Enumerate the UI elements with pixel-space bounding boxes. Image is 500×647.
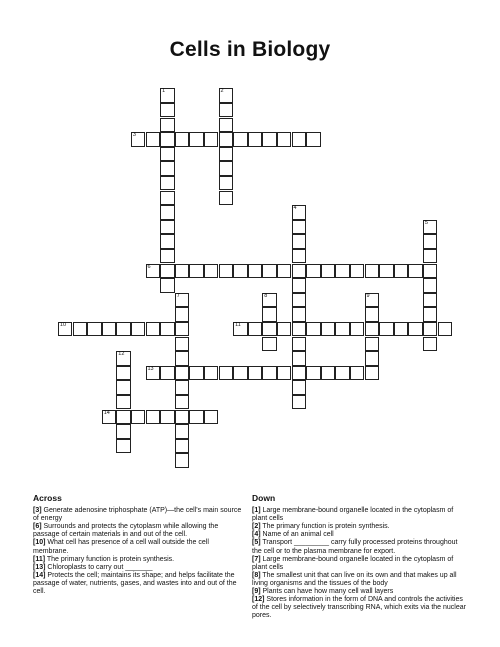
grid-cell[interactable] xyxy=(321,366,336,381)
clue-text: Stores information in the form of DNA and controls the activities of the cell by selectively transcribing RNA, which exits via the nuclear pores. xyxy=(252,596,466,620)
clue-number: [7] xyxy=(252,555,261,563)
grid-cell[interactable] xyxy=(292,220,307,235)
clue-number-label: 2 xyxy=(220,88,224,95)
grid-cell[interactable] xyxy=(277,366,292,381)
clue-number: [3] xyxy=(33,507,42,515)
grid-cell[interactable] xyxy=(277,322,292,337)
grid-cell[interactable] xyxy=(408,264,423,279)
clue-number: [8] xyxy=(252,571,261,579)
grid-cell[interactable] xyxy=(321,264,336,279)
grid-cell[interactable] xyxy=(160,147,175,162)
grid-cell[interactable] xyxy=(350,264,365,279)
grid-cell[interactable] xyxy=(146,366,161,381)
grid-cell[interactable] xyxy=(365,366,380,381)
grid-cell[interactable] xyxy=(306,366,321,381)
grid-cell[interactable] xyxy=(175,307,190,322)
grid-cell[interactable] xyxy=(204,264,219,279)
grid-cell[interactable] xyxy=(160,249,175,264)
clue-number: [9] xyxy=(252,588,261,596)
grid-cell[interactable] xyxy=(175,380,190,395)
grid-cell[interactable] xyxy=(394,264,409,279)
grid-cell[interactable] xyxy=(423,293,438,308)
grid-cell[interactable] xyxy=(292,132,307,147)
grid-cell[interactable] xyxy=(175,424,190,439)
grid-cell[interactable] xyxy=(408,322,423,337)
grid-cell[interactable] xyxy=(423,264,438,279)
clue-number: [6] xyxy=(33,523,42,531)
clue-number-label: 9 xyxy=(366,292,370,299)
down-clue xyxy=(252,539,466,555)
grid-cell[interactable] xyxy=(233,322,248,337)
grid-cell[interactable] xyxy=(175,453,190,468)
grid-cell[interactable] xyxy=(219,264,234,279)
grid-cell[interactable] xyxy=(365,351,380,366)
grid-cell[interactable] xyxy=(335,264,350,279)
grid-cell[interactable] xyxy=(233,264,248,279)
grid-cell[interactable] xyxy=(175,439,190,454)
clue-number-label: 1 xyxy=(162,88,166,95)
grid-cell[interactable] xyxy=(102,410,117,425)
grid-cell[interactable] xyxy=(262,322,277,337)
down-clue xyxy=(252,572,466,588)
grid-cell[interactable] xyxy=(189,410,204,425)
grid-cell[interactable] xyxy=(292,278,307,293)
grid-cell[interactable] xyxy=(146,264,161,279)
grid-cell[interactable] xyxy=(116,380,131,395)
grid-cell[interactable] xyxy=(306,264,321,279)
grid-cell[interactable] xyxy=(189,132,204,147)
grid-cell[interactable] xyxy=(233,132,248,147)
clue-text: The primary function is protein synthesis. xyxy=(45,555,175,563)
grid-cell[interactable] xyxy=(321,322,336,337)
grid-cell[interactable] xyxy=(204,366,219,381)
clue-number: [14] xyxy=(33,571,46,579)
grid-cell[interactable] xyxy=(394,322,409,337)
grid-cell[interactable] xyxy=(292,293,307,308)
grid-cell[interactable] xyxy=(73,322,88,337)
across-heading: Across xyxy=(33,493,62,503)
clue-text: Transport _________ carry fully processed proteins throughout the cell or to the plasma membrane for export. xyxy=(252,539,458,555)
grid-cell[interactable] xyxy=(219,176,234,191)
grid-cell[interactable] xyxy=(262,293,277,308)
grid-cell[interactable] xyxy=(160,88,175,103)
clue-text: The primary function is protein synthesis. xyxy=(260,523,390,531)
grid-cell[interactable] xyxy=(365,337,380,352)
grid-cell[interactable] xyxy=(219,118,234,133)
grid-cell[interactable] xyxy=(160,322,175,337)
grid-cell[interactable] xyxy=(116,322,131,337)
grid-cell[interactable] xyxy=(175,366,190,381)
grid-cell[interactable] xyxy=(160,234,175,249)
grid-cell[interactable] xyxy=(160,103,175,118)
clue-text: Plants can have how many cell wall layers xyxy=(260,588,394,596)
down-clue xyxy=(252,523,466,531)
grid-cell[interactable] xyxy=(175,410,190,425)
across-clues xyxy=(33,494,246,596)
across-clue-list xyxy=(33,507,246,596)
grid-cell[interactable] xyxy=(306,132,321,147)
grid-cell[interactable] xyxy=(175,293,190,308)
grid-cell[interactable] xyxy=(292,307,307,322)
grid-cell[interactable] xyxy=(292,322,307,337)
clue-number-label: 6 xyxy=(147,263,151,270)
clue-number-label: 4 xyxy=(293,205,297,212)
grid-cell[interactable] xyxy=(248,322,263,337)
grid-cell[interactable] xyxy=(175,132,190,147)
clue-text: Large membrane-bound organelle located in the cytoplasm of plant cells xyxy=(252,555,454,571)
grid-cell[interactable] xyxy=(262,337,277,352)
clue-text: The smallest unit that can live on its own and that makes up all living organisms and the tissues of the body xyxy=(252,571,457,587)
down-clue xyxy=(252,588,466,596)
grid-cell[interactable] xyxy=(131,322,146,337)
grid-cell[interactable] xyxy=(365,307,380,322)
grid-cell[interactable] xyxy=(292,380,307,395)
clue-number: [10] xyxy=(33,539,46,547)
grid-cell[interactable] xyxy=(160,176,175,191)
grid-cell[interactable] xyxy=(160,191,175,206)
grid-cell[interactable] xyxy=(116,410,131,425)
grid-cell[interactable] xyxy=(116,424,131,439)
grid-cell[interactable] xyxy=(365,322,380,337)
grid-cell[interactable] xyxy=(423,307,438,322)
grid-cell[interactable] xyxy=(292,249,307,264)
down-clues xyxy=(252,494,466,620)
down-clue xyxy=(252,507,466,523)
clue-number: [11] xyxy=(33,555,46,563)
grid-cell[interactable] xyxy=(58,322,73,337)
grid-cell[interactable] xyxy=(131,132,146,147)
clue-text: What cell has presence of a cell wall outside the cell membrane. xyxy=(33,539,209,555)
grid-cell[interactable] xyxy=(219,161,234,176)
grid-cell[interactable] xyxy=(438,322,453,337)
grid-cell[interactable] xyxy=(219,366,234,381)
grid-cell[interactable] xyxy=(306,322,321,337)
grid-cell[interactable] xyxy=(292,234,307,249)
across-clue xyxy=(33,556,246,564)
grid-cell[interactable] xyxy=(175,264,190,279)
down-clue xyxy=(252,556,466,572)
grid-cell[interactable] xyxy=(379,264,394,279)
grid-cell[interactable] xyxy=(219,147,234,162)
grid-cell[interactable] xyxy=(350,366,365,381)
down-clue xyxy=(252,531,466,539)
clue-text: Chloroplasts to carry out _______ xyxy=(45,563,153,571)
grid-cell[interactable] xyxy=(262,132,277,147)
grid-cell[interactable] xyxy=(175,337,190,352)
grid-cell[interactable] xyxy=(102,322,117,337)
clue-number-label: 13 xyxy=(147,365,154,372)
grid-cell[interactable] xyxy=(292,337,307,352)
clue-number: [4] xyxy=(252,531,261,539)
down-heading: Down xyxy=(252,493,276,503)
clue-text: Generate adenosine triphosphate (ATP)—the cell's main source of energy xyxy=(33,507,242,523)
grid-cell[interactable] xyxy=(116,351,131,366)
grid-cell[interactable] xyxy=(160,410,175,425)
grid-cell[interactable] xyxy=(350,322,365,337)
grid-cell[interactable] xyxy=(423,337,438,352)
grid-cell[interactable] xyxy=(233,366,248,381)
grid-cell[interactable] xyxy=(379,322,394,337)
clue-number-label: 14 xyxy=(103,409,110,416)
grid-cell[interactable] xyxy=(262,366,277,381)
grid-cell[interactable] xyxy=(277,264,292,279)
clue-number-label: 11 xyxy=(235,321,241,328)
grid-cell[interactable] xyxy=(365,264,380,279)
down-clue xyxy=(252,596,466,620)
grid-cell[interactable] xyxy=(204,132,219,147)
grid-cell[interactable] xyxy=(160,132,175,147)
clue-number-label: 7 xyxy=(176,292,180,299)
grid-cell[interactable] xyxy=(160,278,175,293)
clue-number-label: 8 xyxy=(264,292,268,299)
clue-number: [12] xyxy=(252,596,265,604)
grid-cell[interactable] xyxy=(175,322,190,337)
grid-cell[interactable] xyxy=(365,293,380,308)
clue-text: Surrounds and protects the cytoplasm while allowing the passage of certain materials in and out of the cell. xyxy=(33,523,219,539)
grid-cell[interactable] xyxy=(292,366,307,381)
grid-cell[interactable] xyxy=(146,322,161,337)
clue-text: Protects the cell; maintains its shape; and helps facilitate the passage of water, nutrients, gases, and wastes into and out of the cell. xyxy=(33,571,237,596)
grid-cell[interactable] xyxy=(219,132,234,147)
grid-cell[interactable] xyxy=(116,439,131,454)
down-clue-list xyxy=(252,507,466,620)
across-clue xyxy=(33,507,246,523)
clue-number-label: 10 xyxy=(59,321,67,328)
grid-cell[interactable] xyxy=(219,103,234,118)
clue-number: [2] xyxy=(252,523,261,531)
grid-cell[interactable] xyxy=(292,351,307,366)
grid-cell[interactable] xyxy=(160,264,175,279)
clue-number-label: 5 xyxy=(424,219,428,226)
grid-cell[interactable] xyxy=(160,118,175,133)
grid-cell[interactable] xyxy=(423,234,438,249)
grid-cell[interactable] xyxy=(204,410,219,425)
grid-cell[interactable] xyxy=(116,395,131,410)
across-clue xyxy=(33,572,246,596)
grid-cell[interactable] xyxy=(175,351,190,366)
grid-cell[interactable] xyxy=(262,264,277,279)
clue-number-label: 3 xyxy=(132,132,136,139)
grid-cell[interactable] xyxy=(146,410,161,425)
grid-cell[interactable] xyxy=(146,132,161,147)
grid-cell[interactable] xyxy=(248,264,263,279)
grid-cell[interactable] xyxy=(248,132,263,147)
grid-cell[interactable] xyxy=(160,366,175,381)
grid-cell[interactable] xyxy=(423,278,438,293)
grid-cell[interactable] xyxy=(189,366,204,381)
grid-cell[interactable] xyxy=(262,307,277,322)
grid-cell[interactable] xyxy=(277,132,292,147)
across-clue xyxy=(33,523,246,539)
grid-cell[interactable] xyxy=(160,161,175,176)
clue-number: [1] xyxy=(252,507,261,515)
grid-cell[interactable] xyxy=(219,191,234,206)
grid-cell[interactable] xyxy=(292,205,307,220)
grid-cell[interactable] xyxy=(248,366,263,381)
clue-number: [13] xyxy=(33,563,46,571)
across-clue xyxy=(33,564,246,572)
grid-cell[interactable] xyxy=(335,366,350,381)
grid-cell[interactable] xyxy=(160,220,175,235)
grid-cell[interactable] xyxy=(423,249,438,264)
clue-text: Large membrane-bound organelle located in the cytoplasm of plant cells xyxy=(252,507,454,523)
puzzle-title: Cells in Biology xyxy=(169,38,331,61)
clue-number: [5] xyxy=(252,539,261,547)
across-clue xyxy=(33,539,246,555)
grid-cell[interactable] xyxy=(131,410,146,425)
grid-cell[interactable] xyxy=(116,366,131,381)
grid-cell[interactable] xyxy=(219,88,234,103)
grid-cell[interactable] xyxy=(175,395,190,410)
grid-cell[interactable] xyxy=(292,264,307,279)
grid-cell[interactable] xyxy=(160,205,175,220)
grid-cell[interactable] xyxy=(87,322,102,337)
grid-cell[interactable] xyxy=(423,322,438,337)
grid-cell[interactable] xyxy=(189,264,204,279)
grid-cell[interactable] xyxy=(335,322,350,337)
grid-cell[interactable] xyxy=(423,220,438,235)
clue-number-label: 12 xyxy=(118,351,125,358)
grid-cell[interactable] xyxy=(292,395,307,410)
clue-text: Name of an animal cell xyxy=(260,531,334,539)
